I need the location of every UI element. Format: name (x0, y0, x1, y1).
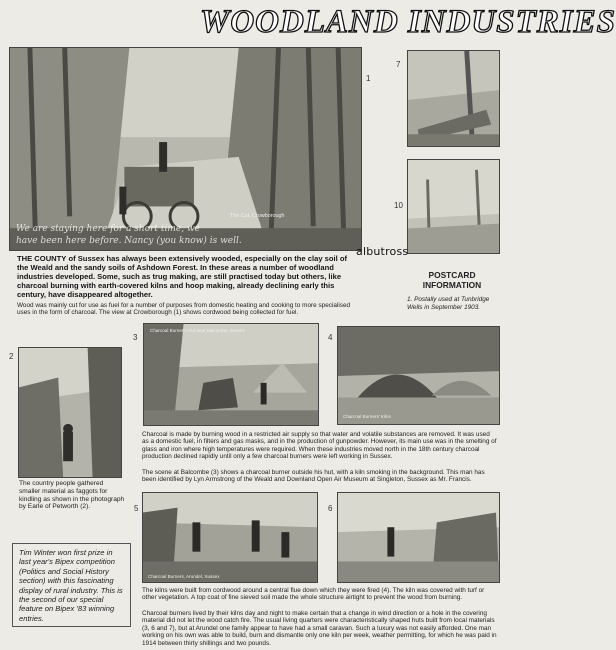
photo-kilns (337, 326, 500, 425)
photo-number: 6 (328, 504, 333, 513)
lead-paragraph (17, 254, 359, 302)
wood-fuel-paragraph: Wood was mainly cut for use as fuel for a number of purposes from domestic heating and cooking to more specialised uses in the form of charcoal. The view at Crowborough (1) shows cordwood being collected for fuel. (17, 302, 351, 317)
photo-arundel (142, 492, 318, 583)
photo-6 (337, 492, 500, 583)
kilns-paragraph: The kilns were built from cordwood around a central flue down which they were fired (4). The kiln was covered with turf or other vegetation. A top coat of fine sieved soil made the whole structure airtight to prevent the wood from burning. (142, 587, 485, 602)
photo-label: Charcoal Burners' Kilns (343, 414, 391, 419)
lead-first-words: THE COUNTY (17, 254, 67, 263)
balcombe-paragraph: The scene at Balcombe (3) shows a charcoal burner outside his hut, with a kiln smoking in the background. This man has been identified by Lyn Armstrong of the Weald and Downland Open Air Museum at Singleton, Sussex as Mr. Francis. (142, 469, 485, 484)
lead-body: of Sussex has always been extensively wooded, especially on the clay soil of the Weald and the sandy soils of Ashdown Forest. In these areas a number of woodland industries developed. Some, such as trug making, are still practised today but others, like charcoal burning with earth-covered kilns and hoop making, already declining early this century, have disappeared altogether. (17, 254, 348, 299)
photo-number: 4 (328, 333, 333, 342)
postcard-item-1: 1. Postally used at Tunbridge Wells in September 1903. (407, 296, 490, 311)
photo-number: 1 (366, 74, 371, 83)
watermark: albutross (356, 245, 409, 258)
competition-box: Tim Winter won first prize in last year's Bipex competition (Politics and Social History section) with this fascinating display of rural industry. This is the second of our special feature on Bipex '83 winning entries. (12, 543, 131, 627)
photo-number: 5 (134, 504, 139, 513)
photo-hut-7 (407, 50, 500, 147)
postcard-heading-line-1: POSTCARD (428, 270, 476, 280)
burners-paragraph: Charcoal burners lived by their kilns day and night to make certain that a change in wind direction or a hole in the covering material did not let the wood catch fire. The usual living quarters were characteristically shaped huts built from local materials (3, 6 and 7), but at Arundel one family appear to have had a small caravan. Such a luxury was not easily afforded. One man working on his own was able to build, burn and dismantle only one kiln per week, weather permitting, for which he was paid in 1914 between thirty shillings and two pounds. (142, 610, 497, 647)
photo-faggots (18, 347, 122, 478)
faggots-caption: The country people gathered smaller material as faggots for kindling as shown in the photograph by Earle of Petworth (2). (19, 480, 125, 511)
postcard-heading-line-2: INFORMATION (422, 280, 482, 290)
photo-caption: The Cut, Crowborough (230, 213, 285, 219)
handwriting-line-1: We are staying here for a short time, we (16, 224, 201, 234)
photo-balcombe-hut (143, 323, 319, 426)
postcard-heading (410, 270, 494, 290)
photo-number: 3 (133, 333, 138, 342)
photo-10 (407, 159, 500, 254)
photo-label: Charcoal Burners, Arundel, Sussex (148, 574, 220, 579)
charcoal-paragraph: Charcoal is made by burning wood in a restricted air supply so that water and volatile substances are removed. It was used as a domestic fuel, in filters and gas masks, and in the production of gunpowder. However, its main use was in the smelting of glass and iron where high temperatures were required. When these industries moved north in the 18th century charcoal production declined rapidly until only a few charcoal burners were left working in Sussex. (142, 431, 497, 461)
handwriting-line-2: have been here before. Nancy (you know) is well. (16, 236, 242, 246)
page-title: WOODLAND INDUSTRIES (200, 4, 616, 40)
photo-number: 2 (9, 352, 14, 361)
photo-number: 10 (394, 201, 403, 210)
photo-number: 7 (396, 60, 401, 69)
photo-crowborough (9, 47, 362, 251)
photo-label: Charcoal Burner's Hut near Balcombe, Sussex (150, 328, 245, 333)
